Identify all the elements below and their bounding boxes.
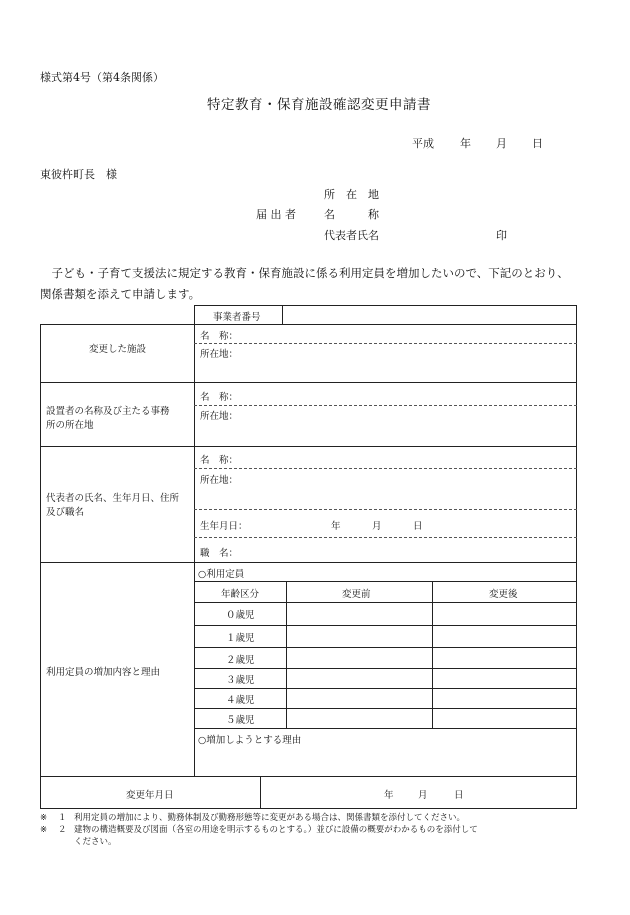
rep-position-field[interactable]: 職 名： bbox=[200, 548, 239, 559]
table-rule bbox=[576, 305, 577, 809]
table-rule bbox=[282, 305, 283, 325]
applicant-name-label: 名 称 bbox=[324, 208, 379, 221]
table-dashed-rule bbox=[194, 468, 577, 469]
reason-heading: ○増加しようとする理由 bbox=[198, 735, 302, 746]
table-rule bbox=[194, 602, 577, 603]
rep-name-field[interactable]: 名 称： bbox=[200, 455, 239, 466]
table-rule bbox=[194, 305, 195, 777]
table-rule bbox=[194, 728, 577, 729]
founder-label-line-2: 所の所在地 bbox=[46, 420, 94, 431]
applicant-role-label: 届 出 者 bbox=[256, 208, 296, 221]
request-paragraph-line-2: 関係書類を添えて申請します。 bbox=[40, 287, 201, 301]
facility-label: 変更した施設 bbox=[89, 344, 147, 355]
age-row-label: ２歳児 bbox=[226, 655, 255, 666]
table-dashed-rule bbox=[194, 509, 577, 510]
table-rule bbox=[40, 776, 577, 777]
table-dashed-rule bbox=[194, 343, 577, 344]
rep-birth-field[interactable]: 生年月日： bbox=[200, 521, 248, 532]
applicant-address-label: 所 在 地 bbox=[324, 188, 379, 201]
age-row-label: ３歳児 bbox=[226, 675, 255, 686]
note-number: １ bbox=[58, 813, 67, 823]
age-row-label: ５歳児 bbox=[226, 715, 255, 726]
table-rule bbox=[40, 324, 41, 809]
date-month: 月 bbox=[496, 137, 507, 150]
founder-name-field[interactable]: 名 称： bbox=[200, 392, 239, 403]
facility-name-field[interactable]: 名 称： bbox=[200, 331, 239, 342]
table-rule bbox=[40, 562, 577, 563]
form-number-label: 様式第4号（第4条関係） bbox=[40, 71, 164, 84]
document-title: 特定教育・保育施設確認変更申請書 bbox=[207, 97, 431, 113]
table-rule bbox=[40, 446, 577, 447]
business-number-label: 事業者番号 bbox=[213, 312, 261, 323]
table-rule bbox=[194, 688, 577, 689]
note-mark: ※ bbox=[40, 813, 48, 823]
table-rule bbox=[286, 581, 287, 729]
date-day: 日 bbox=[532, 137, 543, 150]
table-rule bbox=[194, 581, 577, 582]
note-mark: ※ bbox=[40, 825, 48, 835]
table-rule bbox=[194, 668, 577, 669]
note-text: ください。 bbox=[74, 837, 117, 847]
note-item bbox=[40, 824, 588, 848]
rep-birth-day: 日 bbox=[413, 521, 423, 532]
after-column-header: 変更後 bbox=[489, 589, 518, 600]
change-date-day: 日 bbox=[454, 790, 464, 801]
rep-birth-year: 年 bbox=[331, 521, 341, 532]
table-rule bbox=[40, 808, 577, 809]
age-row-label: １歳児 bbox=[226, 633, 255, 644]
request-paragraph-line-1: 子ども・子育て支援法に規定する教育・保育施設に係る利用定員を増加したいので、下記のとおり、 bbox=[40, 266, 569, 280]
rep-label-line-2: 及び職名 bbox=[46, 507, 85, 518]
table-rule bbox=[194, 305, 577, 306]
rep-birth-month: 月 bbox=[372, 521, 382, 532]
table-rule bbox=[40, 382, 577, 383]
note-text: 利用定員の増加により、勤務体制及び勤務形態等に変更がある場合は、関係書類を添付してください。 bbox=[74, 813, 466, 823]
table-dashed-rule bbox=[194, 537, 577, 538]
capacity-heading: ○利用定員 bbox=[198, 569, 245, 580]
request-paragraph bbox=[40, 263, 588, 305]
table-rule bbox=[432, 581, 433, 729]
date-year: 年 bbox=[460, 137, 471, 150]
capacity-label: 利用定員の増加内容と理由 bbox=[46, 667, 161, 678]
note-item bbox=[40, 812, 588, 824]
facility-address-field[interactable]: 所在地： bbox=[200, 349, 239, 360]
rep-address-field[interactable]: 所在地： bbox=[200, 475, 239, 486]
change-date-label: 変更年月日 bbox=[126, 790, 174, 801]
table-rule bbox=[194, 647, 577, 648]
table-rule bbox=[260, 776, 261, 809]
table-rule bbox=[194, 708, 577, 709]
seal-mark: 印 bbox=[496, 229, 507, 242]
note-number: ２ bbox=[58, 825, 67, 835]
date-era: 平成 bbox=[412, 137, 434, 150]
age-row-label: ０歳児 bbox=[226, 610, 255, 621]
table-rule bbox=[40, 324, 577, 325]
table-dashed-rule bbox=[194, 405, 577, 406]
change-date-year: 年 bbox=[384, 790, 394, 801]
note-text: 建物の構造概要及び図面（各室の用途を明示するものとする。）並びに設備の概要がわかるものを添付して bbox=[74, 825, 478, 835]
founder-address-field[interactable]: 所在地： bbox=[200, 411, 239, 422]
before-column-header: 変更前 bbox=[342, 589, 371, 600]
addressee: 東彼杵町長 様 bbox=[40, 168, 117, 181]
founder-label-line-1: 設置者の名称及び主たる事務 bbox=[46, 406, 170, 417]
table-rule bbox=[194, 625, 577, 626]
notes bbox=[40, 812, 588, 848]
applicant-representative-label: 代表者氏名 bbox=[324, 229, 379, 242]
age-row-label: ４歳児 bbox=[226, 695, 255, 706]
age-column-header: 年齢区分 bbox=[221, 589, 260, 600]
rep-label-line-1: 代表者の氏名、生年月日、住所 bbox=[46, 493, 180, 504]
change-date-month: 月 bbox=[418, 790, 428, 801]
